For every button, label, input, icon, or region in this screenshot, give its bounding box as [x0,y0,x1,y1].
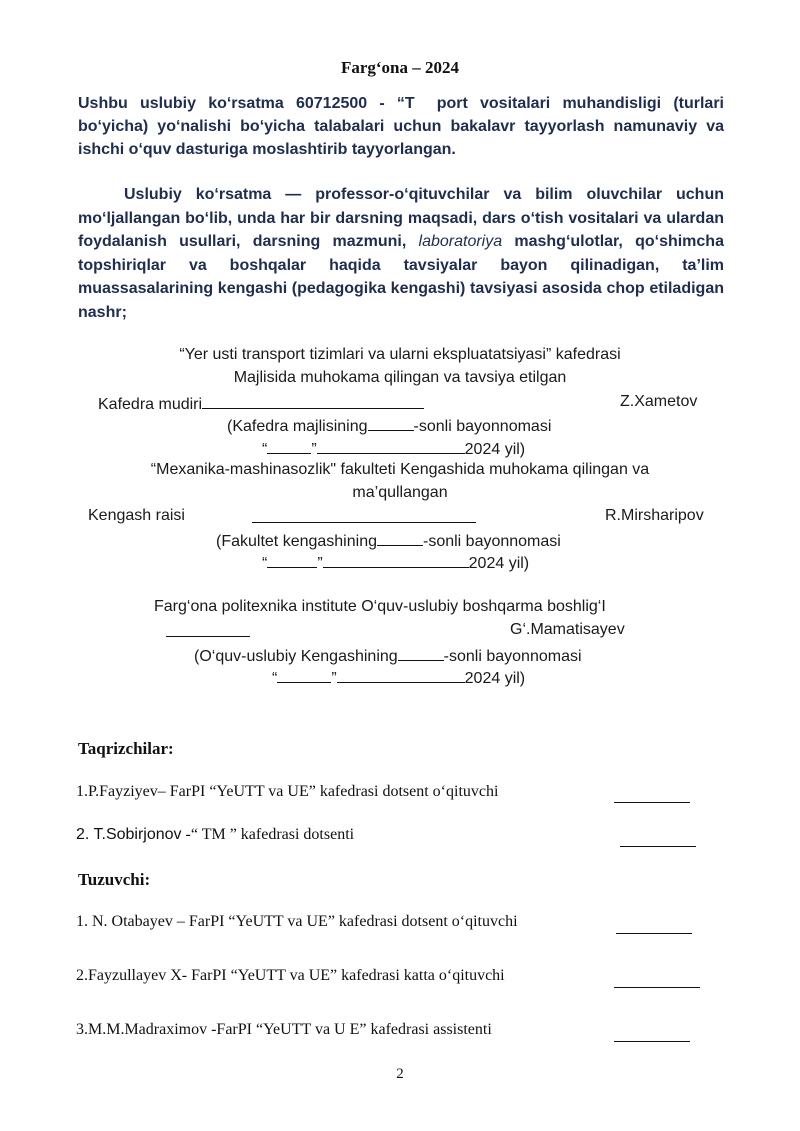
department-minutes-blank [368,415,414,431]
intro-part1: Ushbu uslubiy ko‘rsatma 60712500 - “T [78,95,415,112]
reviewer-2-signature-line [620,845,696,847]
reviewer-1-signature-line [614,801,690,803]
description-part2: mashg‘ulotlar, qo‘shimcha topshiriqlar va boshqalar haqida tavsiyalar bayon qilinadigan, ta’lim muassasalarining kengashi (pedagogika kengashi) tavsiyasi asosida chop etiladigan nashr; [78,233,724,321]
department-line1: “Yer usti transport tizimlari va ularni ekspluatatsiyasi” kafedrasi [179,346,621,363]
institute-date: “ ” 2024 yil) [272,667,525,688]
institute-minutes-blank [398,645,444,661]
department-head-label: Kafedra mudiri [98,393,424,414]
page-title: Farg‘ona – 2024 [340,58,460,77]
reviewer-item: 1.P.Fayziyev– FarPI “YeUTT va UE” kafedrasi dotsent o‘qituvchi [76,783,499,800]
author-3-signature-line [614,1040,690,1042]
intro-paragraph [78,92,724,161]
faculty-minutes: (Fakultet kengashining -sonli bayonnomasi [216,530,561,551]
institute-head-name: G‘.Mamatisayev [510,621,625,638]
institute-minutes: (O‘quv-uslubiy Kengashining -sonli bayonnomasi [194,645,582,666]
reviewers-heading: Taqrizchilar: [78,739,174,758]
faculty-head-label: Kengash raisi [88,507,185,524]
page-number: 2 [396,1066,404,1082]
faculty-date: “ ” 2024 yil) [262,552,529,573]
faculty-head-name: R.Mirsharipov [605,507,704,524]
institute-signature-line [166,621,250,642]
department-line2: Majlisida muhokama qilingan va tavsiya etilgan [233,369,567,386]
description-italic: laboratoriya [418,233,503,250]
author-item: 3.M.M.Madraximov -FarPI “YeUTT va U E” kafedrasi assistenti [76,1021,492,1038]
department-head-name: Z.Xametov [620,393,698,410]
author-item: 1. N. Otabayev – FarPI “YeUTT va UE” kafedrasi dotsent o‘qituvchi [76,913,518,930]
description-paragraph [78,183,724,324]
faculty-line2: ma’qullangan [352,484,448,501]
intro-part2: port vositalari muhandisligi (turlari bo‘yicha) yo‘nalishi bo‘yicha talabalari uchun bakalavr tayyorlash namunaviy va ishchi o‘quv dasturiga moslashtirib tayyorlangan. [78,95,724,158]
faculty-signature-line [252,507,476,528]
reviewer-item: 2. T.Sobirjonov -“ TM ” kafedrasi dotsenti [76,826,355,843]
department-minutes: (Kafedra majlisining -sonli bayonnomasi [227,415,551,436]
department-signature-line [202,393,424,409]
institute-line1: Farg‘ona politexnika institute O‘quv-uslubiy boshqarma boshlig‘I [154,598,606,615]
author-2-signature-line [614,986,700,988]
department-date: “ ” 2024 yil) [262,438,525,459]
faculty-line1: “Mexanika-mashinasozlik" fakulteti Kengashida muhokama qilingan va [150,461,650,478]
authors-heading: Tuzuvchi: [78,870,151,889]
author-1-signature-line [616,932,692,934]
faculty-minutes-blank [377,530,423,546]
description-part1: Uslubiy ko‘rsatma — professor-o‘qituvchilar va bilim oluvchilar uchun mo‘ljallangan bo‘lib, unda har bir darsning maqsadi, dars o‘tish vositalari va ulardan foydalanish usullari, darsning mazmuni, [78,186,724,250]
author-item: 2.Fayzullayev X- FarPI “YeUTT va UE” kafedrasi katta o‘qituvchi [76,967,505,984]
